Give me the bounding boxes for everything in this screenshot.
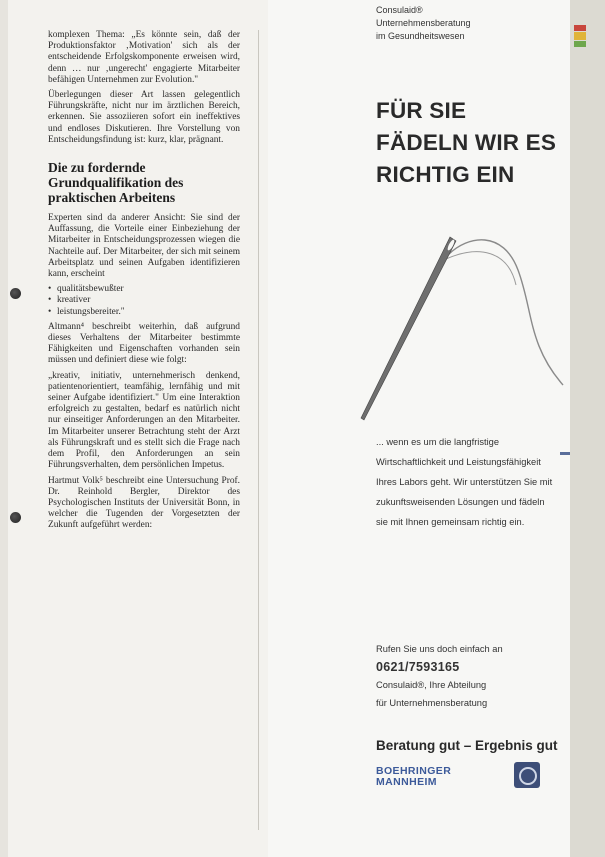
ad-headline-line: FÄDELN WIR ES <box>376 130 557 155</box>
ad-body-line: zukunftsweisenden Lösungen und fädeln <box>376 497 545 507</box>
ad-header-line: Consulaid® <box>376 5 423 15</box>
article-paragraph: „kreativ, initiativ, unternehmerisch denkend, patientenorientiert, teamfähig, lernfähig und mit seiner Aufgabe identifiziert." Um eine Interaktion erfolgreich zu gestalten, bedarf es natürlich nicht nur einseitiger Anforderungen an den Mitarbeiter. Im Mitarbeiter unserer Betrachtung steht der Arzt als Führungskraft und es stellt sich die Frage nach dem Profil, den Anforderungen an sein Führungsverhalten, dem persönlichen Impetus. <box>48 370 240 471</box>
company-logo-text <box>376 766 451 788</box>
ad-body-line: sie mit Ihnen gemeinsam richtig ein. <box>376 517 525 527</box>
bullet-list <box>48 284 240 318</box>
ad-slogan: Beratung gut – Ergebnis gut <box>376 738 558 753</box>
ad-headline-line: FÜR SIE <box>376 98 467 123</box>
bullet-icon: • <box>48 306 52 317</box>
list-item <box>48 295 240 306</box>
list-item <box>48 284 240 295</box>
contact-line: Consulaid®, Ihre Abteilung <box>376 680 487 690</box>
bullet-icon: • <box>48 295 52 306</box>
list-item-text: kreativer <box>57 295 91 306</box>
binder-hole-top <box>10 288 21 299</box>
ad-body-line: Wirtschaftlichkeit und Leistungsfähigkeit <box>376 457 541 467</box>
logo-line: BOEHRINGER <box>376 765 452 777</box>
ad-body-line: ... wenn es um die langfristige <box>376 437 499 447</box>
logo-ring-icon <box>519 767 537 785</box>
article-paragraph: komplexen Thema: „Es könnte sein, daß der Produktionsfaktor ‚Motivation' sich als der entscheidende Erfolgskomponente erweisen wird, denn … nur ‚ungerecht' engagierte Mitarbeiter befähigen Unternehmen zur Evolution." <box>48 30 240 85</box>
color-tab-yellow <box>574 32 586 40</box>
article-paragraph: Überlegungen dieser Art lassen gelegentlich Führungskräfte, nicht nur im ärztlichen Bereich, erkennen. Sie assoziieren sofort ein ineffektives und endloses Diskutieren. Ihre Vorstellung von Entscheidungsfindung ist: kurz, klar, prägnant. <box>48 90 240 145</box>
company-logo-icon <box>514 762 540 788</box>
ad-headline <box>376 95 556 191</box>
article-paragraph: Altmann⁴ beschreibt weiterhin, daß aufgrund dieses Verhaltens der Mitarbeiter bestimmte Fähigkeiten und Eigenschaften vorhanden sein müssen und definiert diese wie folgt: <box>48 321 240 366</box>
ad-contact <box>376 640 503 712</box>
contact-line: für Unternehmensberatung <box>376 698 488 708</box>
binder-hole-bottom <box>10 512 21 523</box>
ad-company-header <box>376 4 471 43</box>
page-edge-strip <box>570 0 605 857</box>
ad-header-line: im Gesundheitswesen <box>376 31 465 41</box>
list-item-text: qualitätsbewußter <box>57 284 124 295</box>
article-paragraph: Experten sind da anderer Ansicht: Sie sind der Auffassung, die Vorteile einer Einbeziehung der Mitarbeiter in Entscheidungsprozessen wiegen die Nachteile auf. Der Mitarbeiter, der sich mit seinem Arbeitsplatz und seinen Aufgaben identifizieren kann, erscheint <box>48 213 240 280</box>
column-divider <box>258 30 259 830</box>
color-tab-green <box>574 41 586 47</box>
logo-line: MANNHEIM <box>376 776 437 788</box>
ad-header-line: Unternehmensberatung <box>376 18 471 28</box>
page-edge <box>0 0 8 857</box>
section-heading: Die zu fordernde Grundqualifikation des praktischen Arbeitens <box>48 160 184 206</box>
phone-number: 0621/7593165 <box>376 660 460 674</box>
article-paragraph: Hartmut Volk⁵ beschreibt eine Untersuchung Prof. Dr. Reinhold Bergler, Direktor des Psychologischen Instituts der Universität Bonn, in welcher die Tugenden der Vorgesetzten der Zukunft aufgeführt werden: <box>48 475 240 531</box>
contact-intro: Rufen Sie uns doch einfach an <box>376 644 503 654</box>
list-item-text: leistungsbereiter." <box>57 306 125 317</box>
advertisement <box>268 0 570 857</box>
article-column <box>48 30 240 536</box>
list-item <box>48 307 240 318</box>
needle-thread-illustration <box>328 215 568 445</box>
color-tab-red <box>574 25 586 31</box>
needle-icon <box>361 237 456 420</box>
bullet-icon: • <box>48 284 52 295</box>
ad-body-line: Ihres Labors geht. Wir unterstützen Sie mit <box>376 477 553 487</box>
ad-body-text <box>376 432 566 532</box>
ad-headline-line: RICHTIG EIN <box>376 162 515 187</box>
thread-icon <box>448 240 563 385</box>
thread-icon <box>446 252 516 285</box>
